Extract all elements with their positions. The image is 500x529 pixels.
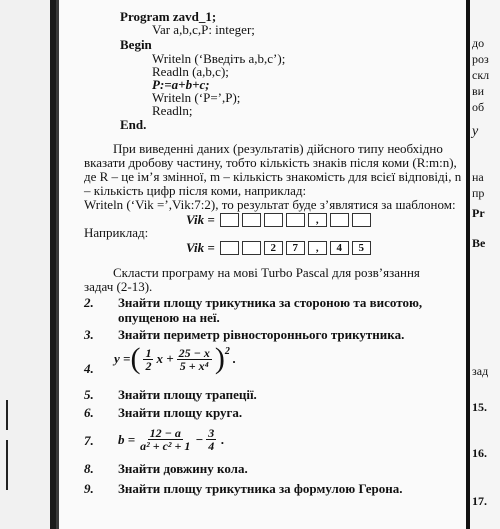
example-cell: 2: [264, 241, 283, 255]
template-cell: [220, 213, 239, 227]
program-begin: Begin: [120, 37, 152, 52]
template-cell: [352, 213, 371, 227]
program-var-line: Var a,b,c,P: integer;: [152, 22, 255, 37]
right-page-text: на: [472, 170, 484, 184]
template-cell: [242, 213, 261, 227]
explanation-line: Writeln (‘Vik =’,Vik:7:2), то результат буде з’являтися за шаблоном:: [84, 197, 456, 212]
example-cell: 5: [352, 241, 371, 255]
example-label: Наприклад:: [84, 225, 149, 240]
assignment-line: Скласти програму на мові Turbo Pascal для розв’язання: [113, 265, 420, 280]
right-page-text: 15.: [472, 400, 487, 414]
explanation-line: – кількість цифр після коми, наприклад:: [84, 183, 307, 198]
right-page-text: зад: [472, 364, 489, 378]
formula-4-half: [143, 347, 153, 372]
formula-7-fraction-2: [206, 427, 216, 452]
left-edge-mark: [6, 440, 8, 490]
example-cell: [220, 241, 239, 255]
right-page-text: ви: [472, 84, 485, 98]
assignment-line: задач (2-13).: [84, 279, 153, 294]
formula-7-lhs: b =: [118, 431, 136, 447]
task-number: 6.: [84, 405, 94, 420]
explanation-line: При виведенні даних (результатів) дійсного типу необхідно: [113, 141, 443, 156]
book-spine: [50, 0, 56, 529]
right-page-text: об: [472, 100, 485, 114]
task-number: 8.: [84, 461, 94, 476]
formula-4-paren-open: (: [130, 342, 141, 375]
task-text: Знайти довжину кола.: [118, 461, 248, 476]
example-template-label: Vik =: [186, 240, 215, 255]
program-writeln-1: Writeln (‘Введіть a,b,c’);: [152, 51, 286, 66]
task-text: Знайти площу трикутника за стороною та висотою, опущеною на неї.: [118, 295, 423, 325]
example-template: [186, 240, 371, 256]
task-number: 3.: [84, 327, 94, 342]
formula-7-minus: −: [195, 431, 204, 447]
formula-7-denominator-1: a² + c² + 1: [140, 439, 191, 453]
task-number: 5.: [84, 387, 94, 402]
right-page-text: 16.: [472, 446, 487, 460]
right-page-text: пр: [472, 186, 485, 200]
formula-7-numerator-2: 3: [208, 426, 215, 440]
template-cell: [286, 213, 305, 227]
right-page-edge: [470, 0, 500, 529]
formula-4-half-num: 1: [145, 345, 152, 360]
formula-4-fraction: [177, 347, 212, 372]
explanation-line: де R – це ім’я змінної, m – кількість знакомість для всієї відповіді, n: [84, 169, 462, 184]
formula-4-dot: .: [232, 351, 237, 366]
left-page-edge: [0, 0, 56, 529]
program-assign: P:=a+b+c;: [152, 77, 210, 92]
program-end: End.: [120, 117, 147, 132]
formula-7-fraction-1: [138, 427, 192, 452]
formula-4-numerator: 25 − x: [178, 345, 210, 360]
template-label: Vik =: [186, 212, 215, 227]
formula-4-x: x +: [156, 351, 174, 366]
program-readln-2: Readln;: [152, 103, 193, 118]
task-number: 2.: [84, 295, 94, 310]
right-page-text: скл: [472, 68, 490, 82]
program-writeln-2: Writeln (‘P=’,P);: [152, 90, 241, 105]
example-cell: [242, 241, 261, 255]
output-template: [186, 212, 371, 228]
example-cell: 4: [330, 241, 349, 255]
task-number: 4.: [84, 361, 94, 376]
formula-7-dot: .: [221, 431, 225, 447]
explanation-line: вказати дробову частину, тобто кількість знаків після коми (R:m:n),: [84, 155, 457, 170]
formula-4-lhs: y =: [114, 351, 131, 366]
task-text: Знайти площу трапеції.: [118, 387, 257, 402]
formula-7-numerator-1: 12 − a: [149, 426, 181, 440]
right-page-text: роз: [472, 52, 489, 66]
template-cell: [264, 213, 283, 227]
right-page-text: 17.: [472, 494, 487, 508]
formula-4-paren-close: ): [214, 342, 225, 375]
template-cell: ,: [308, 213, 327, 227]
formula-4-half-den: 2: [145, 358, 152, 373]
task-text: Знайти площу круга.: [118, 405, 243, 420]
formula-4: [114, 344, 236, 374]
example-cell: 7: [286, 241, 305, 255]
task-number: 9.: [84, 481, 94, 496]
task-item: [84, 296, 459, 326]
formula-4-denominator: 5 + x⁴: [179, 358, 209, 373]
template-cell: [330, 213, 349, 227]
program-header: Program zavd_1;: [120, 9, 217, 24]
right-page-text: Be: [472, 236, 486, 250]
program-readln-1: Readln (a,b,c);: [152, 64, 229, 79]
task-text: Знайти периметр рівностороннього трикутника.: [118, 327, 405, 342]
right-page-text: Pr: [472, 206, 485, 220]
right-page-text: y: [472, 124, 479, 139]
task-number: 7.: [84, 433, 94, 448]
formula-7: [118, 427, 225, 452]
right-page-text: до: [472, 36, 485, 50]
task-text: Знайти площу трикутника за формулою Герона.: [118, 481, 403, 496]
formula-4-power: 2: [224, 346, 230, 357]
left-edge-mark: [6, 400, 8, 430]
example-cell: ,: [308, 241, 327, 255]
formula-7-denominator-2: 4: [208, 439, 215, 453]
